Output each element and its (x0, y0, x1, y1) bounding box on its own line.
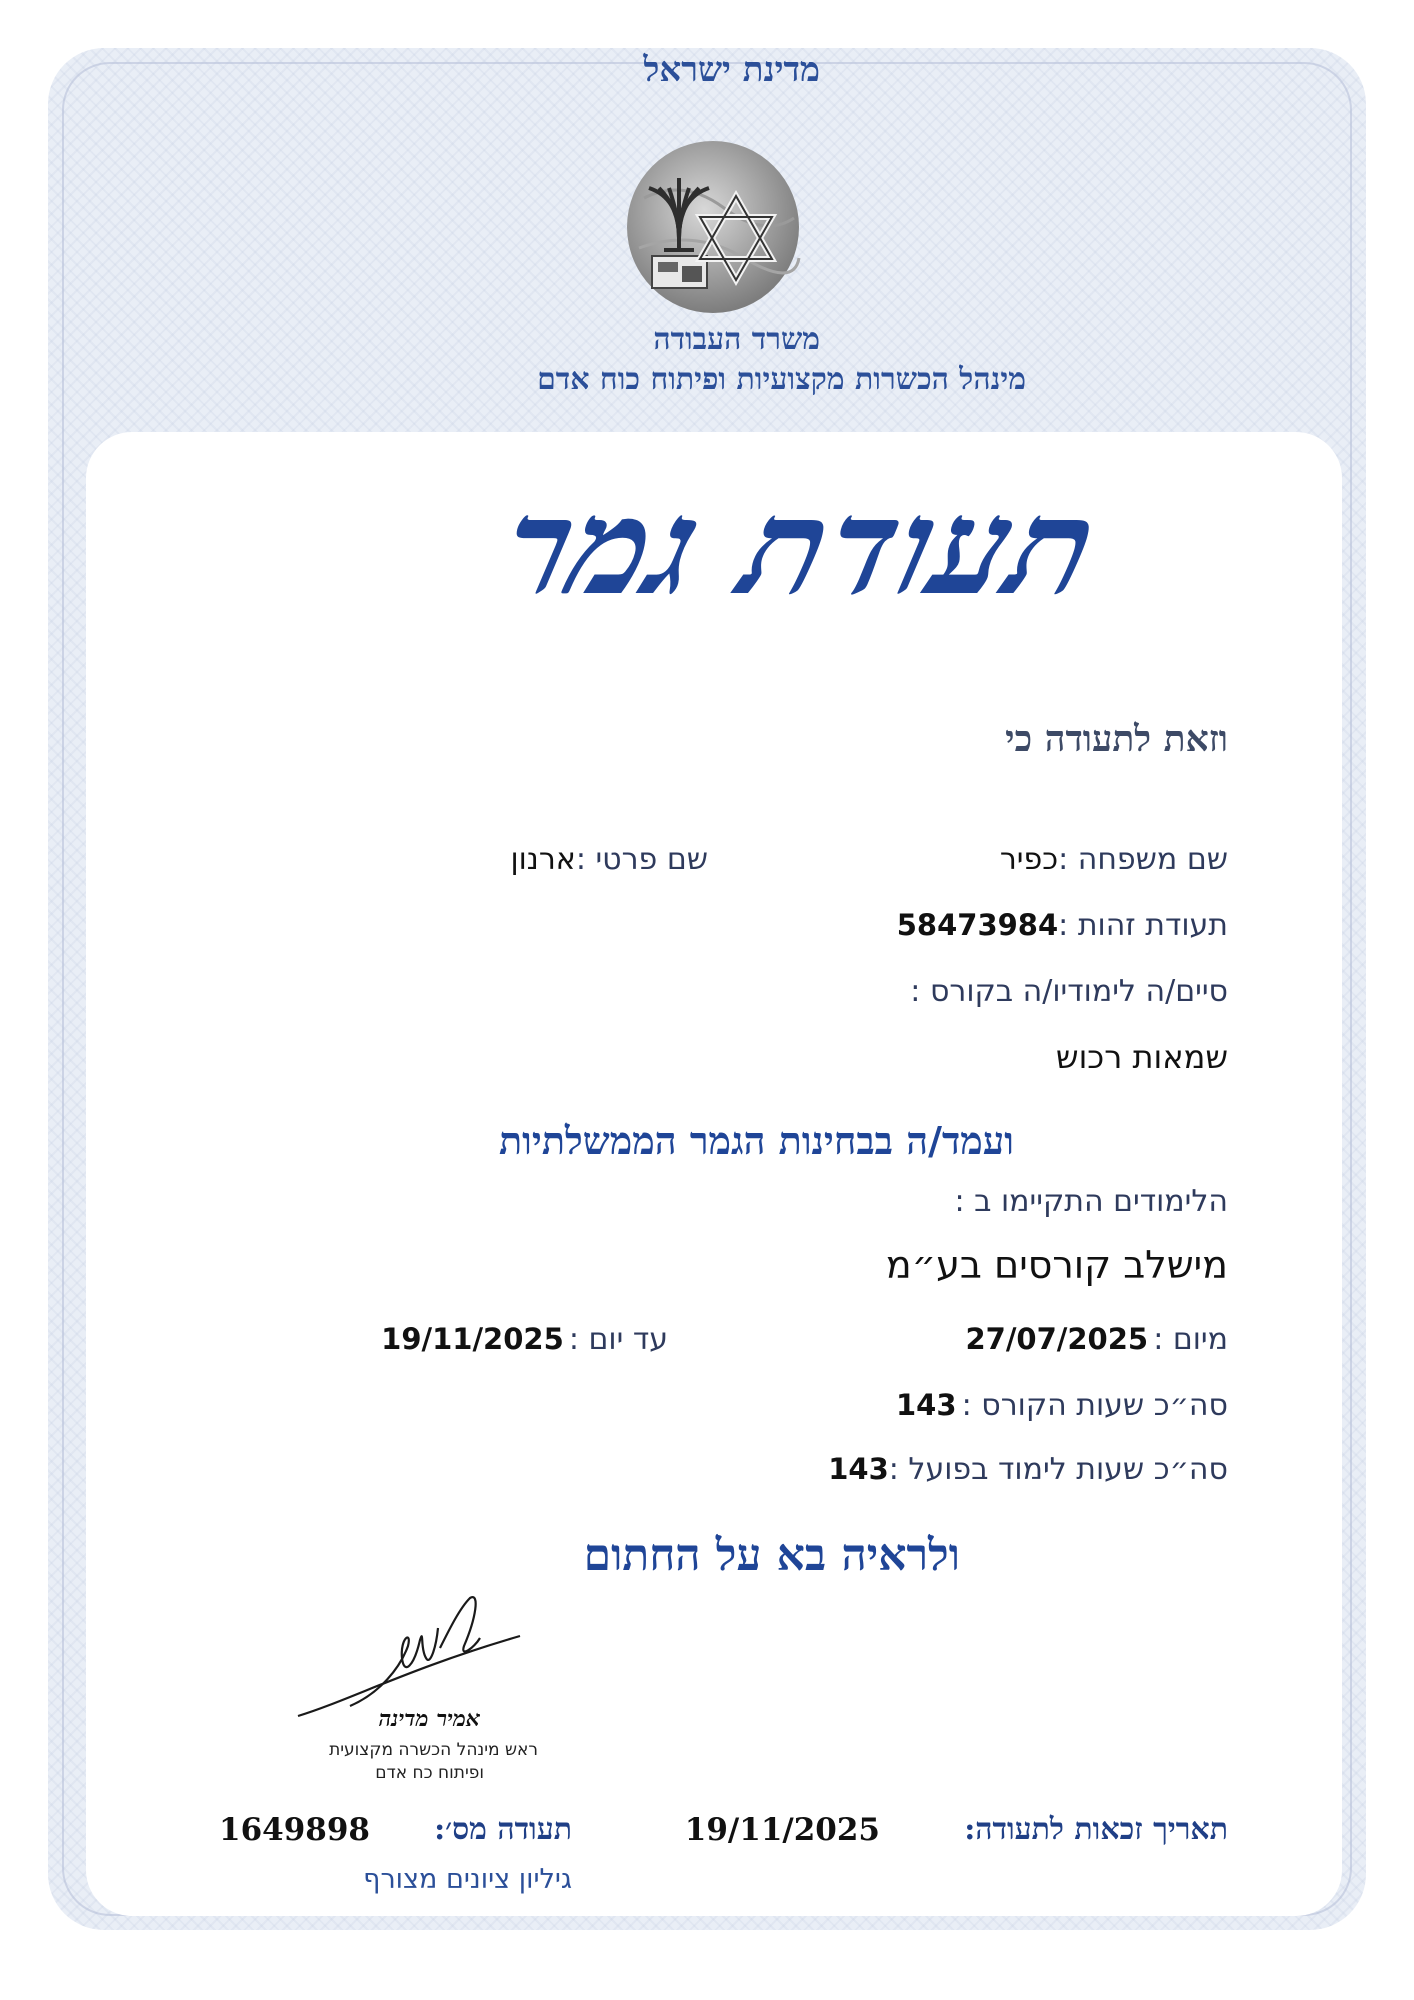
signer-name: אמיר מדינה (378, 1706, 480, 1732)
certificate-number-label: תעודה מס׳: (434, 1812, 572, 1847)
entitlement-date-label: תאריך זכאות לתעודה: (964, 1812, 1228, 1847)
last-name-label: שם משפחה : (1058, 842, 1228, 877)
course-hours-row (896, 1388, 1228, 1423)
institution-name: מישלב קורסים בע״מ (885, 1243, 1228, 1287)
witness-statement: ולראיה בא על החתום (583, 1530, 960, 1581)
course-hours-label: סה״כ שעות הקורס : (961, 1388, 1228, 1423)
certificate-number-value: 1649898 (219, 1812, 370, 1848)
from-date-label: מיום : (1153, 1322, 1228, 1357)
first-name-label: שם פרטי : (575, 842, 708, 877)
to-date-label: עד יום : (568, 1322, 668, 1357)
exam-statement: ועמד/ה בבחינות הגמר הממשלתיות (498, 1118, 1014, 1163)
id-value: 58473984 (896, 908, 1059, 942)
signer-title-continued: ופיתוח כח אדם (375, 1763, 484, 1783)
state-emblem-icon (624, 138, 802, 316)
first-name-value: ארנון (510, 842, 576, 877)
certificate-panel (86, 432, 1342, 1916)
last-name-value: כפיר (999, 842, 1059, 877)
course-name: שמאות רכוש (1055, 1038, 1228, 1076)
last-name-row (1000, 842, 1228, 877)
to-date-row (381, 1322, 668, 1357)
from-date-value: 27/07/2025 (965, 1322, 1149, 1356)
course-hours-value: 143 (895, 1388, 957, 1422)
actual-hours-value: 143 (828, 1452, 889, 1486)
certificate-title: תעודת גמר (486, 470, 1114, 625)
to-date-value: 19/11/2025 (381, 1322, 564, 1356)
directorate-name: מינהל הכשרות מקצועיות ופיתוח כוח אדם (537, 362, 1026, 397)
id-row (897, 908, 1228, 943)
studies-held-label: הלימודים התקיימו ב : (954, 1184, 1228, 1219)
ministry-name: משרד העבודה (653, 322, 820, 357)
certify-heading: וזאת לתעודה כי (1005, 718, 1228, 760)
state-name: מדינת ישראל (643, 50, 820, 90)
completed-course-label: סיים/ה לימודיו/ה בקורס : (910, 974, 1228, 1009)
signer-title: ראש מינהל הכשרה מקצועית (329, 1740, 538, 1760)
first-name-row (510, 842, 708, 877)
actual-hours-row (828, 1452, 1228, 1487)
id-label: תעודת זהות : (1058, 908, 1228, 943)
entitlement-date-value: 19/11/2025 (684, 1812, 880, 1848)
grades-sheet-note: גיליון ציונים מצורף (363, 1864, 572, 1895)
from-date-row (965, 1322, 1228, 1357)
actual-hours-label: סה״כ שעות לימוד בפועל : (888, 1452, 1228, 1487)
